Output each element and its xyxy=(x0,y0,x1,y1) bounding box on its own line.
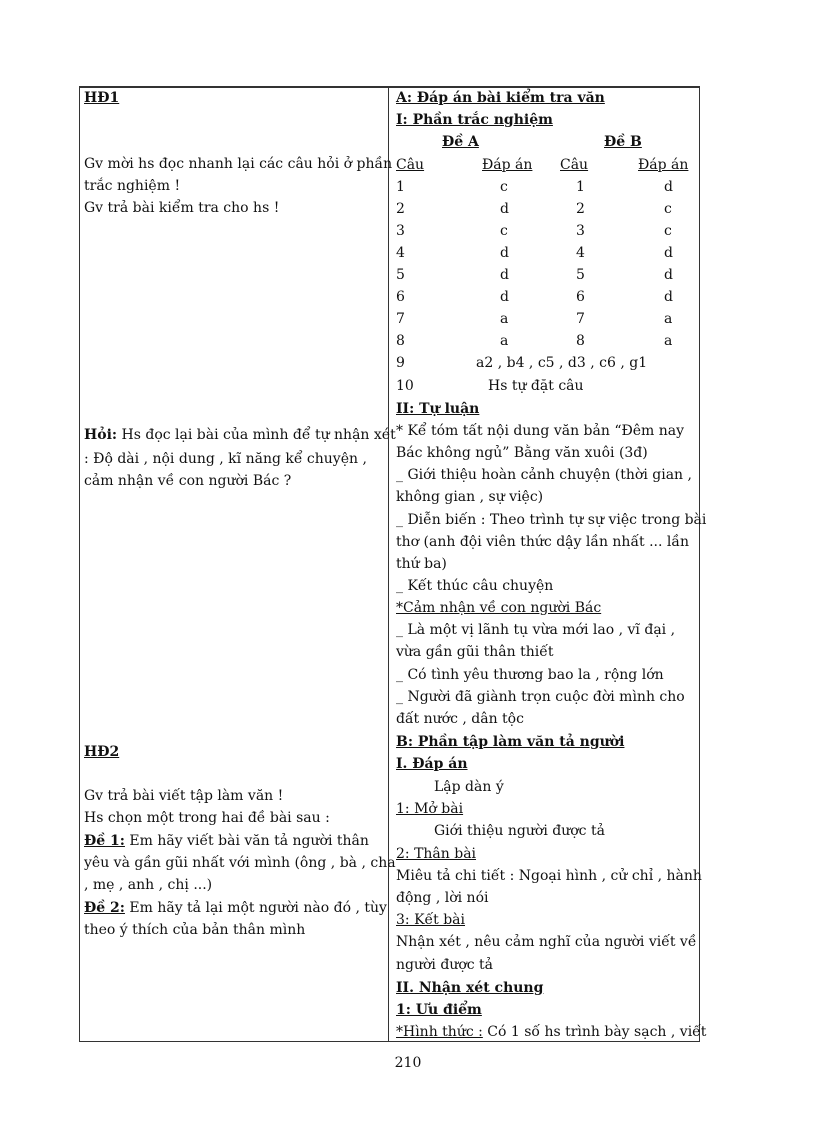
section-a-heading: A: Đáp án bài kiểm tra văn xyxy=(396,90,605,106)
row-cau-b: 7 xyxy=(576,311,585,327)
cn-line: _ Có tình yêu thương bao la , rộng lớn xyxy=(396,667,664,683)
row-cau-a: 4 xyxy=(396,245,405,261)
row-dapan-b: a xyxy=(664,311,673,327)
hd1-line: Gv mời hs đọc nhanh lại các câu hỏi ở phần xyxy=(84,156,393,172)
section-b-heading: B: Phần tập làm văn tả người xyxy=(396,734,625,750)
cam-nhan-heading: *Cảm nhận về con người Bác xyxy=(396,600,602,616)
row-dapan-b: d xyxy=(664,245,673,261)
hoi-line: cảm nhận về con người Bác ? xyxy=(84,473,292,489)
row-cau-b: 2 xyxy=(576,201,585,217)
lesson-table xyxy=(79,86,707,1042)
row-dapan-b: d xyxy=(664,179,673,195)
de1-line xyxy=(84,830,369,852)
hinh-thuc-text: Có 1 số hs trình bày sạch , viết xyxy=(482,1024,707,1040)
row9-text: a2 , b4 , c5 , d3 , c6 , g1 xyxy=(476,355,648,371)
row-dapan-b: a xyxy=(664,333,673,349)
row-cau-a: 5 xyxy=(396,267,405,283)
row-dapan-a: c xyxy=(500,179,508,195)
row-dapan-b: d xyxy=(664,289,673,305)
de-b-heading: Đề B xyxy=(604,134,642,150)
hoi-line: : Độ dài , nội dung , kĩ năng kể chuyện , xyxy=(84,451,367,467)
col-cau-a: Câu xyxy=(396,157,425,173)
than-bai-heading: 2: Thân bài xyxy=(396,846,477,862)
hd2-heading: HĐ2 xyxy=(84,744,120,760)
de2-line xyxy=(84,897,387,919)
de1-text: Em hãy viết bài văn tả người thân xyxy=(124,833,369,849)
tl-line: Bác không ngủ” Bằng văn xuôi (3đ) xyxy=(396,445,648,461)
than-bai-line: động , lời nói xyxy=(396,890,489,906)
tl-line: không gian , sự việc) xyxy=(396,489,544,505)
tl-line: _ Kết thúc câu chuyện xyxy=(396,578,554,594)
row-cau-b: 4 xyxy=(576,245,585,261)
row10-num: 10 xyxy=(396,378,414,394)
row-dapan-a: c xyxy=(500,223,508,239)
de1-line: , mẹ , anh , chị ...) xyxy=(84,877,213,893)
hd2-line: Hs chọn một trong hai đề bài sau : xyxy=(84,810,330,826)
row-cau-b: 3 xyxy=(576,223,585,239)
b2-heading: II. Nhận xét chung xyxy=(396,980,544,996)
de-a-heading: Đề A xyxy=(442,134,479,150)
cn-line: _ Người đã giành trọn cuộc đời mình cho xyxy=(396,689,685,705)
cn-line: đất nước , dân tộc xyxy=(396,711,524,727)
hoi-line xyxy=(84,424,396,446)
hd1-line: Gv trả bài kiểm tra cho hs ! xyxy=(84,200,280,216)
hinh-thuc-label: *Hình thức : xyxy=(396,1024,483,1040)
tl-line: thơ (anh đội viên thức dậy lần nhất ... lần xyxy=(396,534,689,550)
row-dapan-a: a xyxy=(500,311,509,327)
hinh-thuc-line xyxy=(396,1021,706,1043)
column-divider xyxy=(388,87,389,1041)
row-cau-b: 5 xyxy=(576,267,585,283)
row-cau-b: 8 xyxy=(576,333,585,349)
page-number: 210 xyxy=(394,1055,422,1071)
hd1-line: trắc nghiệm ! xyxy=(84,178,181,194)
ket-bai-heading: 3: Kết bài xyxy=(396,912,466,928)
lap-dan-y: Lập dàn ý xyxy=(434,779,504,795)
mo-bai-text: Giới thiệu người được tả xyxy=(434,823,605,839)
row-cau-a: 7 xyxy=(396,311,405,327)
de2-text: Em hãy tả lại một người nào đó , tùy xyxy=(124,900,387,916)
b1-heading: I. Đáp án xyxy=(396,756,468,772)
uu-diem-heading: 1: Ưu điểm xyxy=(396,1002,482,1018)
row-dapan-a: d xyxy=(500,245,509,261)
row-dapan-a: a xyxy=(500,333,509,349)
ket-bai-line: Nhận xét , nêu cảm nghĩ của người viết về xyxy=(396,934,697,950)
row-dapan-a: d xyxy=(500,289,509,305)
hoi-label: Hỏi: xyxy=(84,427,118,443)
hoi-text: Hs đọc lại bài của mình để tự nhận xét xyxy=(117,427,396,443)
than-bai-line: Miêu tả chi tiết : Ngoại hình , cử chỉ , hành xyxy=(396,868,702,884)
de2-line: theo ý thích của bản thân mình xyxy=(84,922,306,938)
row-dapan-b: d xyxy=(664,267,673,283)
row-dapan-a: d xyxy=(500,201,509,217)
row-cau-b: 6 xyxy=(576,289,585,305)
row-cau-a: 1 xyxy=(396,179,405,195)
tl-line: thứ ba) xyxy=(396,556,447,572)
row-cau-a: 3 xyxy=(396,223,405,239)
row9-num: 9 xyxy=(396,355,405,371)
de2-label: Đề 2: xyxy=(84,900,125,916)
cn-line: _ Là một vị lãnh tụ vừa mới lao , vĩ đại , xyxy=(396,622,676,638)
ket-bai-line: người được tả xyxy=(396,957,494,973)
row10-text: Hs tự đặt câu xyxy=(488,378,584,394)
hd2-line: Gv trả bài viết tập làm văn ! xyxy=(84,788,284,804)
table-top-line xyxy=(80,87,699,88)
de1-line: yêu và gần gũi nhất với mình (ông , bà , cha xyxy=(84,855,396,871)
row-cau-a: 8 xyxy=(396,333,405,349)
col-cau-b: Câu xyxy=(560,157,589,173)
row-dapan-a: d xyxy=(500,267,509,283)
part2-heading: II: Tự luận xyxy=(396,401,480,417)
tl-line: * Kể tóm tất nội dung văn bản “Đêm nay xyxy=(396,423,685,439)
row-dapan-b: c xyxy=(664,201,672,217)
tl-line: _ Giới thiệu hoàn cảnh chuyện (thời gian , xyxy=(396,467,692,483)
col-dapan-a: Đáp án xyxy=(482,157,533,173)
row-cau-b: 1 xyxy=(576,179,585,195)
mo-bai-heading: 1: Mở bài xyxy=(396,801,464,817)
part1-heading: I: Phần trắc nghiệm xyxy=(396,112,553,128)
row-cau-a: 6 xyxy=(396,289,405,305)
de1-label: Đề 1: xyxy=(84,833,125,849)
hd1-heading: HĐ1 xyxy=(84,90,120,106)
col-dapan-b: Đáp án xyxy=(638,157,689,173)
row-dapan-b: c xyxy=(664,223,672,239)
tl-line: _ Diễn biến : Theo trình tự sự việc trong bài xyxy=(396,512,707,528)
cn-line: vừa gần gũi thân thiết xyxy=(396,644,554,660)
row-cau-a: 2 xyxy=(396,201,405,217)
